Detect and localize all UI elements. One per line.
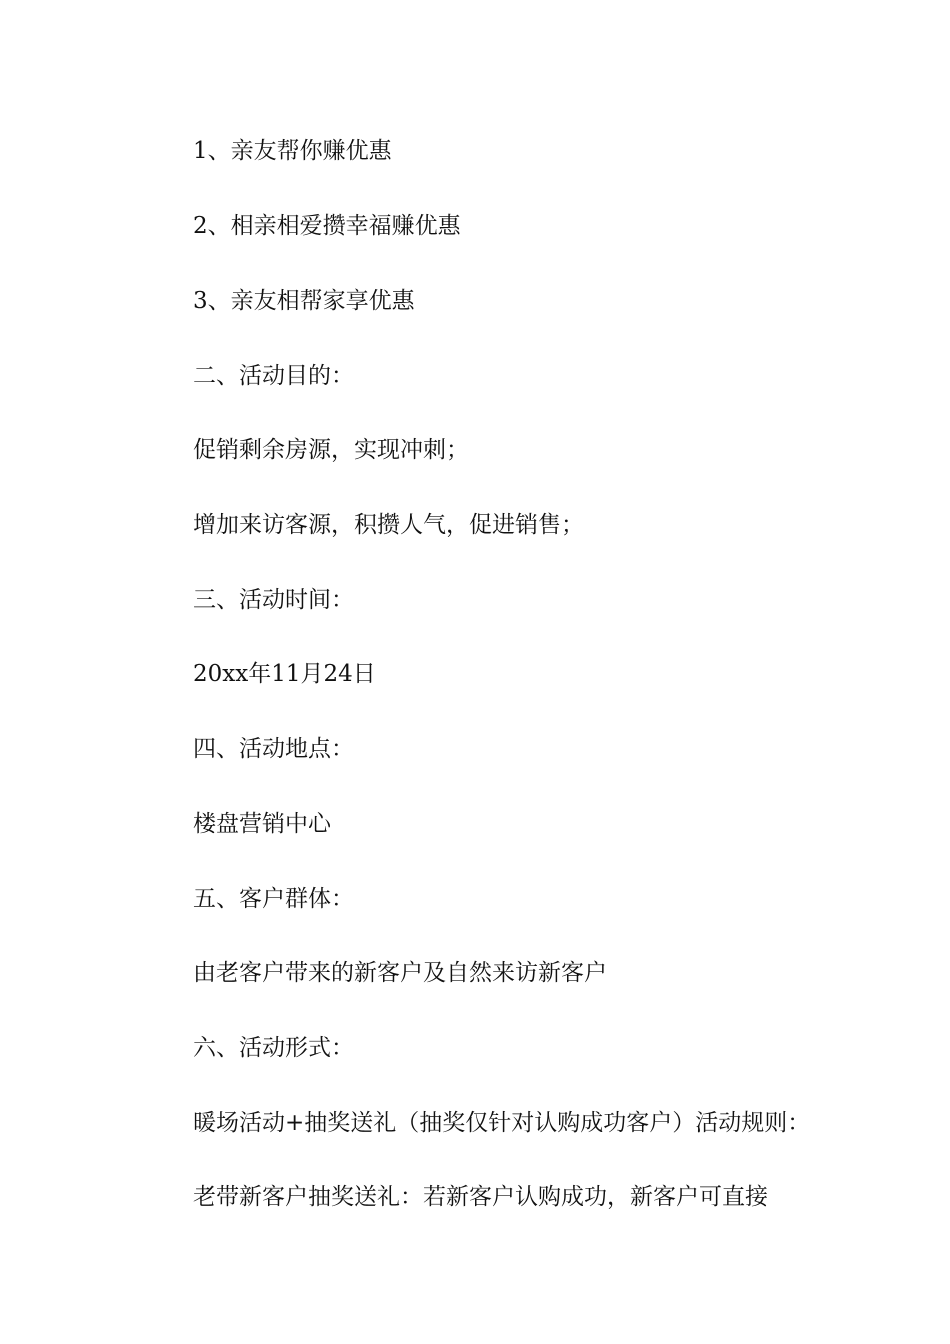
- paragraph-date: 20xx年11月24日: [193, 661, 376, 687]
- list-item-3: 3、亲友相帮家享优惠: [193, 288, 415, 314]
- paragraph-purpose-1: 促销剩余房源，实现冲刺；: [193, 437, 469, 463]
- paragraph-format: 暖场活动+抽奖送礼（抽奖仅针对认购成功客户）活动规则：: [193, 1110, 811, 1136]
- paragraph-customers: 由老客户带来的新客户及自然来访新客户: [193, 960, 607, 986]
- section-heading-location: 四、活动地点：: [193, 736, 354, 762]
- paragraph-purpose-2: 增加来访客源，积攒人气，促进销售；: [193, 512, 584, 538]
- list-item-1: 1、亲友帮你赚优惠: [193, 138, 392, 164]
- list-item-2: 2、相亲相爱攒幸福赚优惠: [193, 213, 461, 239]
- paragraph-rules: 老带新客户抽奖送礼：若新客户认购成功，新客户可直接: [193, 1184, 768, 1210]
- section-heading-time: 三、活动时间：: [193, 587, 354, 613]
- paragraph-location: 楼盘营销中心: [193, 811, 331, 837]
- section-heading-customers: 五、客户群体：: [193, 886, 354, 912]
- section-heading-purpose: 二、活动目的：: [193, 363, 354, 389]
- section-heading-format: 六、活动形式：: [193, 1035, 354, 1061]
